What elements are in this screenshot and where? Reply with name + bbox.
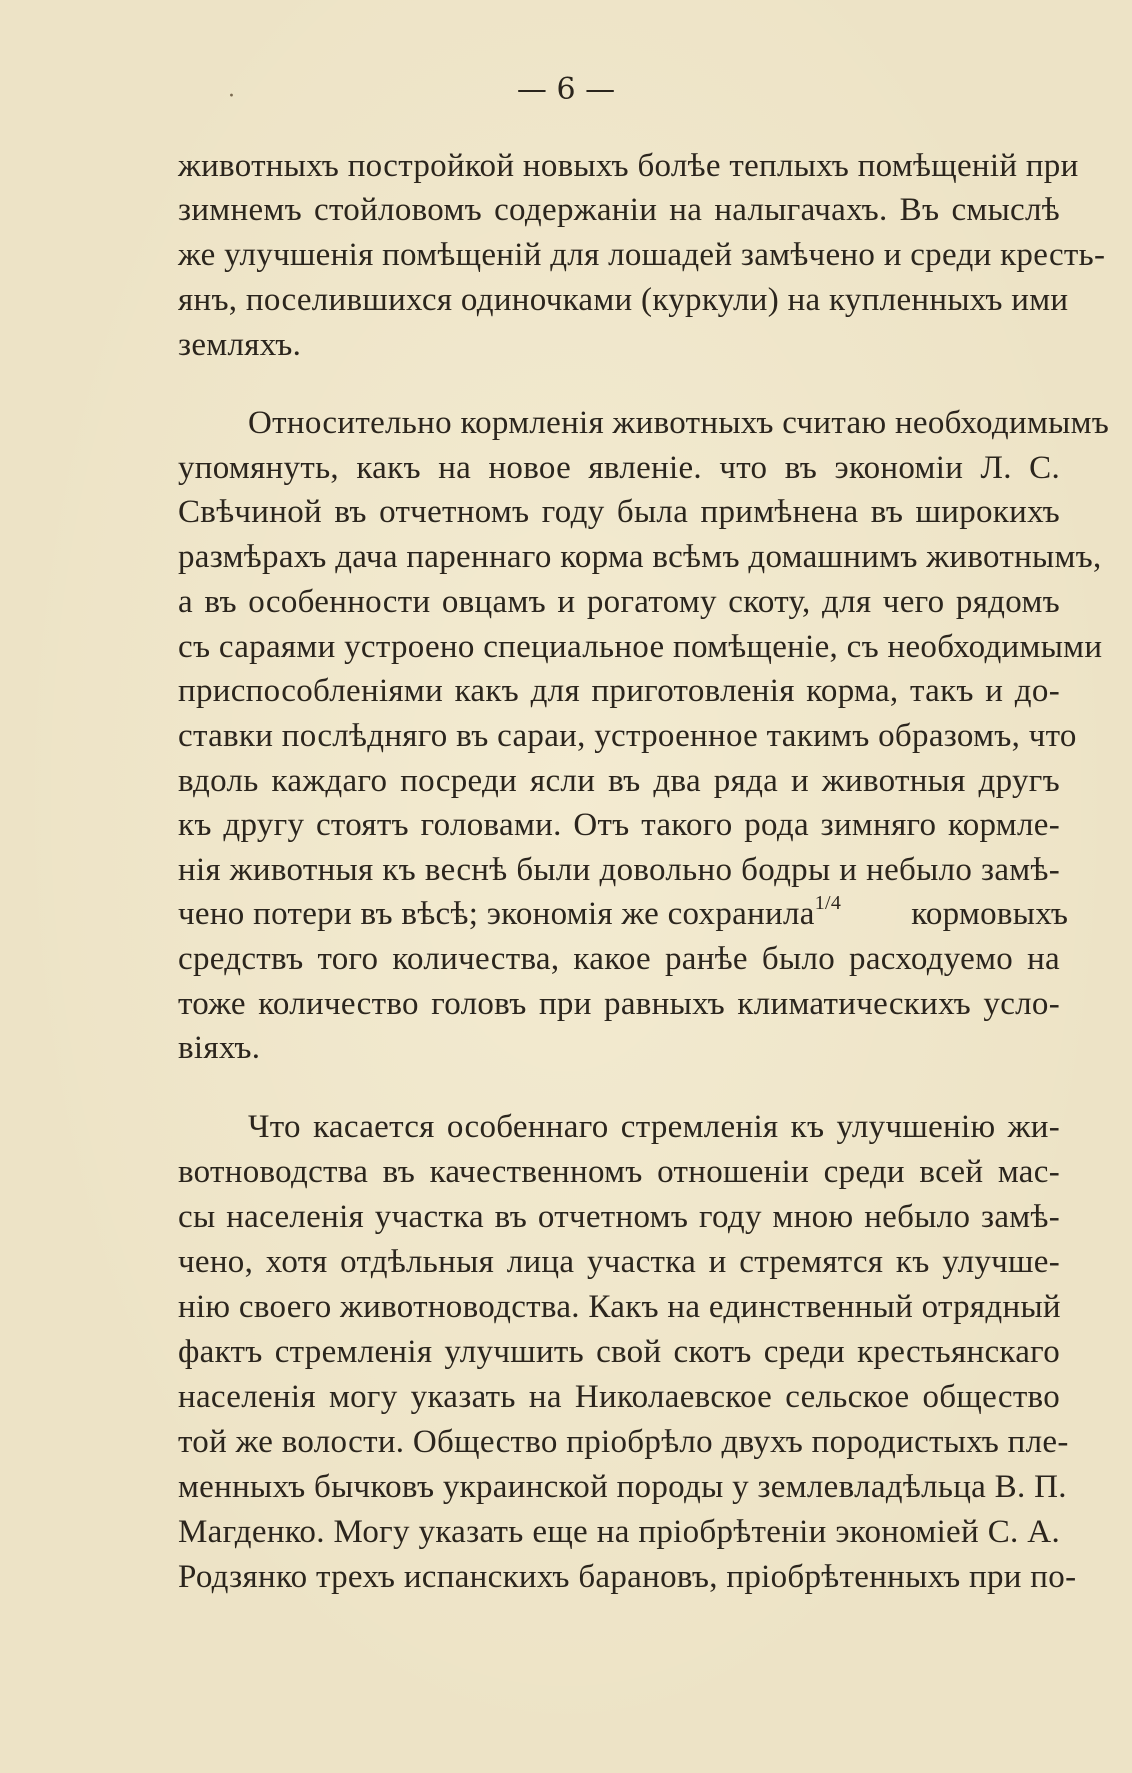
fraction-one-quarter: 1/4 bbox=[814, 892, 842, 914]
fraction-group bbox=[814, 892, 1069, 933]
text-segment: чено потери въ вѣсѣ; экономія же сохранила bbox=[178, 896, 815, 932]
text-line: фактъ стремленія улучшить свой скотъ среди крестьянскаго bbox=[178, 1334, 1060, 1370]
text-line: віяхъ. bbox=[178, 1030, 261, 1066]
text-line: нія животныя къ веснѣ были довольно бодры и небыло замѣ- bbox=[178, 852, 1060, 888]
text-line: а въ особенности овцамъ и рогатому скоту, для чего рядомъ bbox=[178, 584, 1060, 620]
text-line: Относительно кормленія животныхъ считаю необходимымъ bbox=[248, 405, 1110, 441]
text-line: съ сараями устроено специальное помѣщеніе, съ необходимыми bbox=[178, 629, 1103, 665]
text-line: же улучшенія помѣщеній для лошадей замѣчено и среди кресть- bbox=[178, 237, 1106, 273]
text-line: тоже количество головъ при равныхъ климатическихъ усло- bbox=[178, 986, 1060, 1022]
text-line: зимнемъ стойловомъ содержаніи на налыгачахъ. Въ смыслѣ bbox=[178, 192, 1060, 228]
text-line: земляхъ. bbox=[178, 327, 302, 363]
text-line: къ другу стоятъ головами. Отъ такого рода зимняго кормле- bbox=[178, 807, 1060, 843]
text-line: сы населенія участка въ отчетномъ году мною небыло замѣ- bbox=[178, 1199, 1060, 1235]
text-line: Магденко. Могу указать еще на пріобрѣтеніи экономіей С. А. bbox=[178, 1514, 1060, 1550]
text-line: населенія могу указать на Николаевское сельское общество bbox=[178, 1379, 1060, 1415]
text-line: менныхъ бычковъ украинской породы у землевладѣльца В. П. bbox=[178, 1469, 1067, 1505]
ink-speck-decoration: · bbox=[228, 84, 235, 109]
text-line: упомянуть, какъ на новое явленіе. что въ экономіи Л. С. bbox=[178, 450, 1060, 486]
text-line-with-fraction bbox=[178, 892, 1069, 933]
text-line: Родзянко трехъ испанскихъ барановъ, пріобрѣтенныхъ при по- bbox=[178, 1559, 1077, 1595]
text-segment: кормовыхъ bbox=[911, 896, 1069, 932]
text-line: размѣрахъ дача пареннаго корма всѣмъ домашнимъ животнымъ, bbox=[178, 539, 1102, 575]
text-line: животныхъ постройкой новыхъ болѣе теплыхъ помѣщеній при bbox=[178, 148, 1079, 184]
text-line: вотноводства въ качественномъ отношеніи среди всей мас- bbox=[178, 1154, 1060, 1190]
text-line: вдоль каждаго посреди ясли въ два ряда и животныя другъ bbox=[178, 763, 1060, 799]
text-line: ставки послѣдняго въ сараи, устроенное такимъ образомъ, что bbox=[178, 718, 1077, 754]
text-line: янъ, поселившихся одиночками (куркули) на купленныхъ ими bbox=[178, 282, 1069, 318]
text-line: Свѣчиной въ отчетномъ году была примѣнена въ широкихъ bbox=[178, 494, 1060, 530]
text-line: той же волости. Общество пріобрѣло двухъ породистыхъ пле- bbox=[178, 1424, 1069, 1460]
text-line: Что касается особеннаго стремленія къ улучшенію жи- bbox=[248, 1109, 1060, 1145]
text-line: приспособленіями какъ для приготовленія корма, такъ и до- bbox=[178, 673, 1060, 709]
text-line: чено, хотя отдѣльныя лица участка и стремятся къ улучше- bbox=[178, 1244, 1060, 1280]
page-number: — 6 — bbox=[516, 72, 616, 107]
text-line: нію своего животноводства. Какъ на единственный отрядный bbox=[178, 1289, 1061, 1325]
text-line: средствъ того количества, какое ранѣе было расходуемо на bbox=[178, 941, 1060, 977]
